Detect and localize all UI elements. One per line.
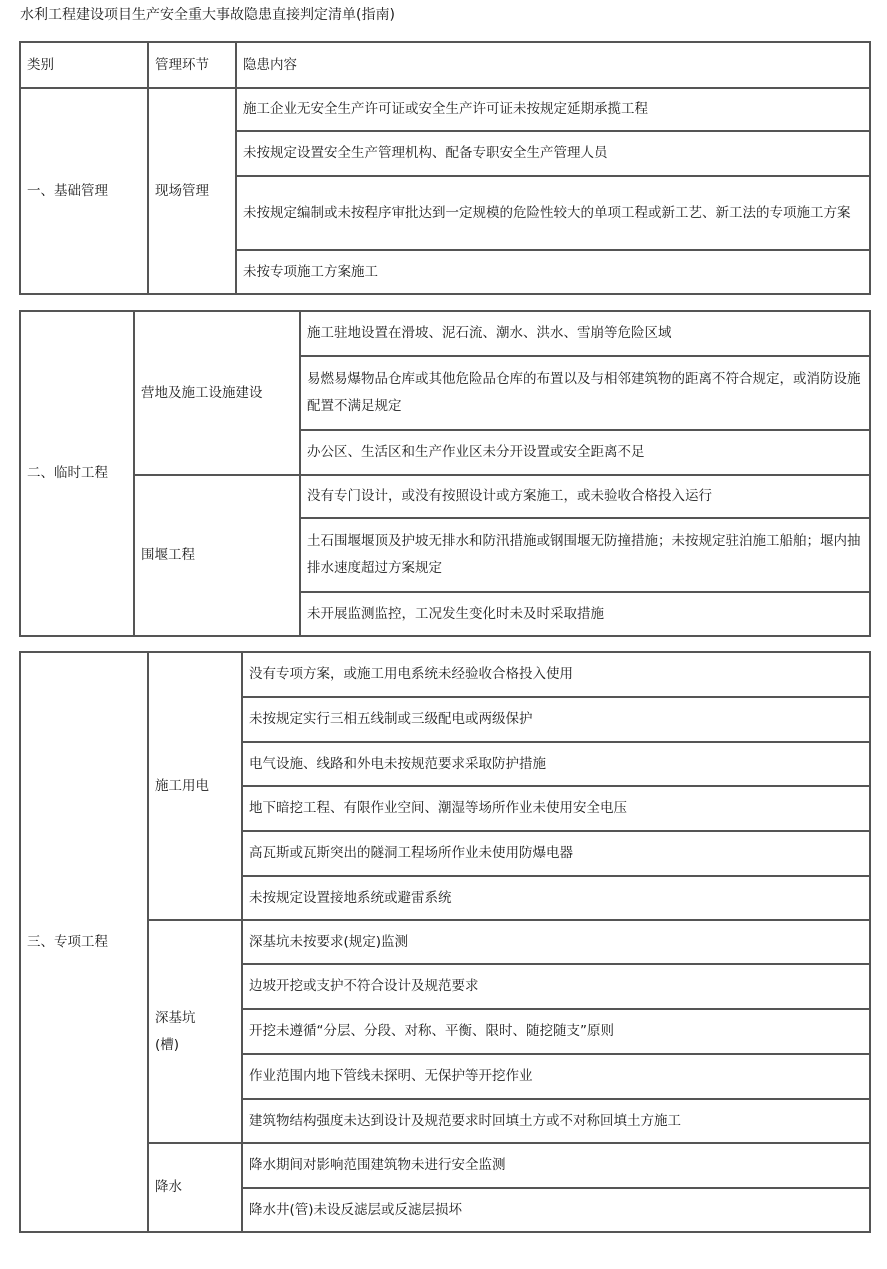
category-cell: 二、临时工程 bbox=[20, 311, 134, 636]
table-row bbox=[20, 88, 870, 131]
hazard-cell: 降水期间对影响范围建筑物未进行安全监测 bbox=[242, 1143, 870, 1188]
hazard-cell: 施工企业无安全生产许可证或安全生产许可证未按规定延期承揽工程 bbox=[236, 88, 870, 131]
table-header-row bbox=[20, 42, 870, 88]
hazard-cell: 土石围堰堰顶及护坡无排水和防汛措施或钢围堰无防撞措施；未按规定驻泊施工船舶；堰内抽排水速度超过方案规定 bbox=[300, 518, 870, 592]
header-category: 类别 bbox=[20, 42, 148, 88]
hazard-cell: 深基坑未按要求(规定)监测 bbox=[242, 920, 870, 964]
header-link: 管理环节 bbox=[148, 42, 236, 88]
table-basic-management bbox=[19, 41, 871, 295]
hazard-cell: 高瓦斯或瓦斯突出的隧洞工程场所作业未使用防爆电器 bbox=[242, 831, 870, 876]
table-temporary-works bbox=[19, 310, 871, 637]
hazard-cell: 未按规定编制或未按程序审批达到一定规模的危险性较大的单项工程或新工艺、新工法的专项施工方案 bbox=[236, 176, 870, 250]
link-cell: 施工用电 bbox=[148, 652, 242, 920]
hazard-cell: 未按专项施工方案施工 bbox=[236, 250, 870, 294]
category-cell: 三、专项工程 bbox=[20, 652, 148, 1232]
hazard-cell: 建筑物结构强度未达到设计及规范要求时回填土方或不对称回填土方施工 bbox=[242, 1099, 870, 1143]
link-label-line1: 深基坑 bbox=[155, 1009, 196, 1026]
category-cell: 一、基础管理 bbox=[20, 88, 148, 294]
document-title: 水利工程建设项目生产安全重大事故隐患直接判定清单(指南) bbox=[20, 7, 395, 23]
hazard-cell: 电气设施、线路和外电未按规范要求采取防护措施 bbox=[242, 742, 870, 786]
hazard-cell: 未开展监测监控，工况发生变化时未及时采取措施 bbox=[300, 592, 870, 636]
hazard-cell: 降水井(管)未设反滤层或反滤层损坏 bbox=[242, 1188, 870, 1232]
table-row bbox=[20, 311, 870, 356]
table-row bbox=[20, 920, 870, 964]
table-row bbox=[20, 1143, 870, 1188]
hazard-cell: 易燃易爆物品仓库或其他危险品仓库的布置以及与相邻建筑物的距离不符合规定，或消防设施配置不满足规定 bbox=[300, 356, 870, 430]
hazard-cell: 没有专门设计，或没有按照设计或方案施工，或未验收合格投入运行 bbox=[300, 475, 870, 518]
hazard-cell: 作业范围内地下管线未探明、无保护等开挖作业 bbox=[242, 1054, 870, 1099]
link-cell: 围堰工程 bbox=[134, 475, 300, 636]
table-row bbox=[20, 652, 870, 697]
hazard-cell: 地下暗挖工程、有限作业空间、潮湿等场所作业未使用安全电压 bbox=[242, 786, 870, 831]
hazard-cell: 施工驻地设置在滑坡、泥石流、潮水、洪水、雪崩等危险区域 bbox=[300, 311, 870, 356]
hazard-cell: 未按规定实行三相五线制或三级配电或两级保护 bbox=[242, 697, 870, 742]
hazard-cell: 开挖未遵循“分层、分段、对称、平衡、限时、随挖随支”原则 bbox=[242, 1009, 870, 1054]
link-cell bbox=[148, 920, 242, 1143]
hazard-cell: 未按规定设置接地系统或避雷系统 bbox=[242, 876, 870, 920]
hazard-cell: 办公区、生活区和生产作业区未分开设置或安全距离不足 bbox=[300, 430, 870, 475]
header-content: 隐患内容 bbox=[236, 42, 870, 88]
link-label-line2: (槽) bbox=[155, 1036, 180, 1053]
hazard-cell: 边坡开挖或支护不符合设计及规范要求 bbox=[242, 964, 870, 1009]
hazard-cell: 未按规定设置安全生产管理机构、配备专职安全生产管理人员 bbox=[236, 131, 870, 176]
table-row bbox=[20, 475, 870, 518]
hazard-cell: 没有专项方案，或施工用电系统未经验收合格投入使用 bbox=[242, 652, 870, 697]
link-cell: 现场管理 bbox=[148, 88, 236, 294]
link-cell: 营地及施工设施建设 bbox=[134, 311, 300, 475]
table-special-works bbox=[19, 651, 871, 1233]
link-cell: 降水 bbox=[148, 1143, 242, 1232]
